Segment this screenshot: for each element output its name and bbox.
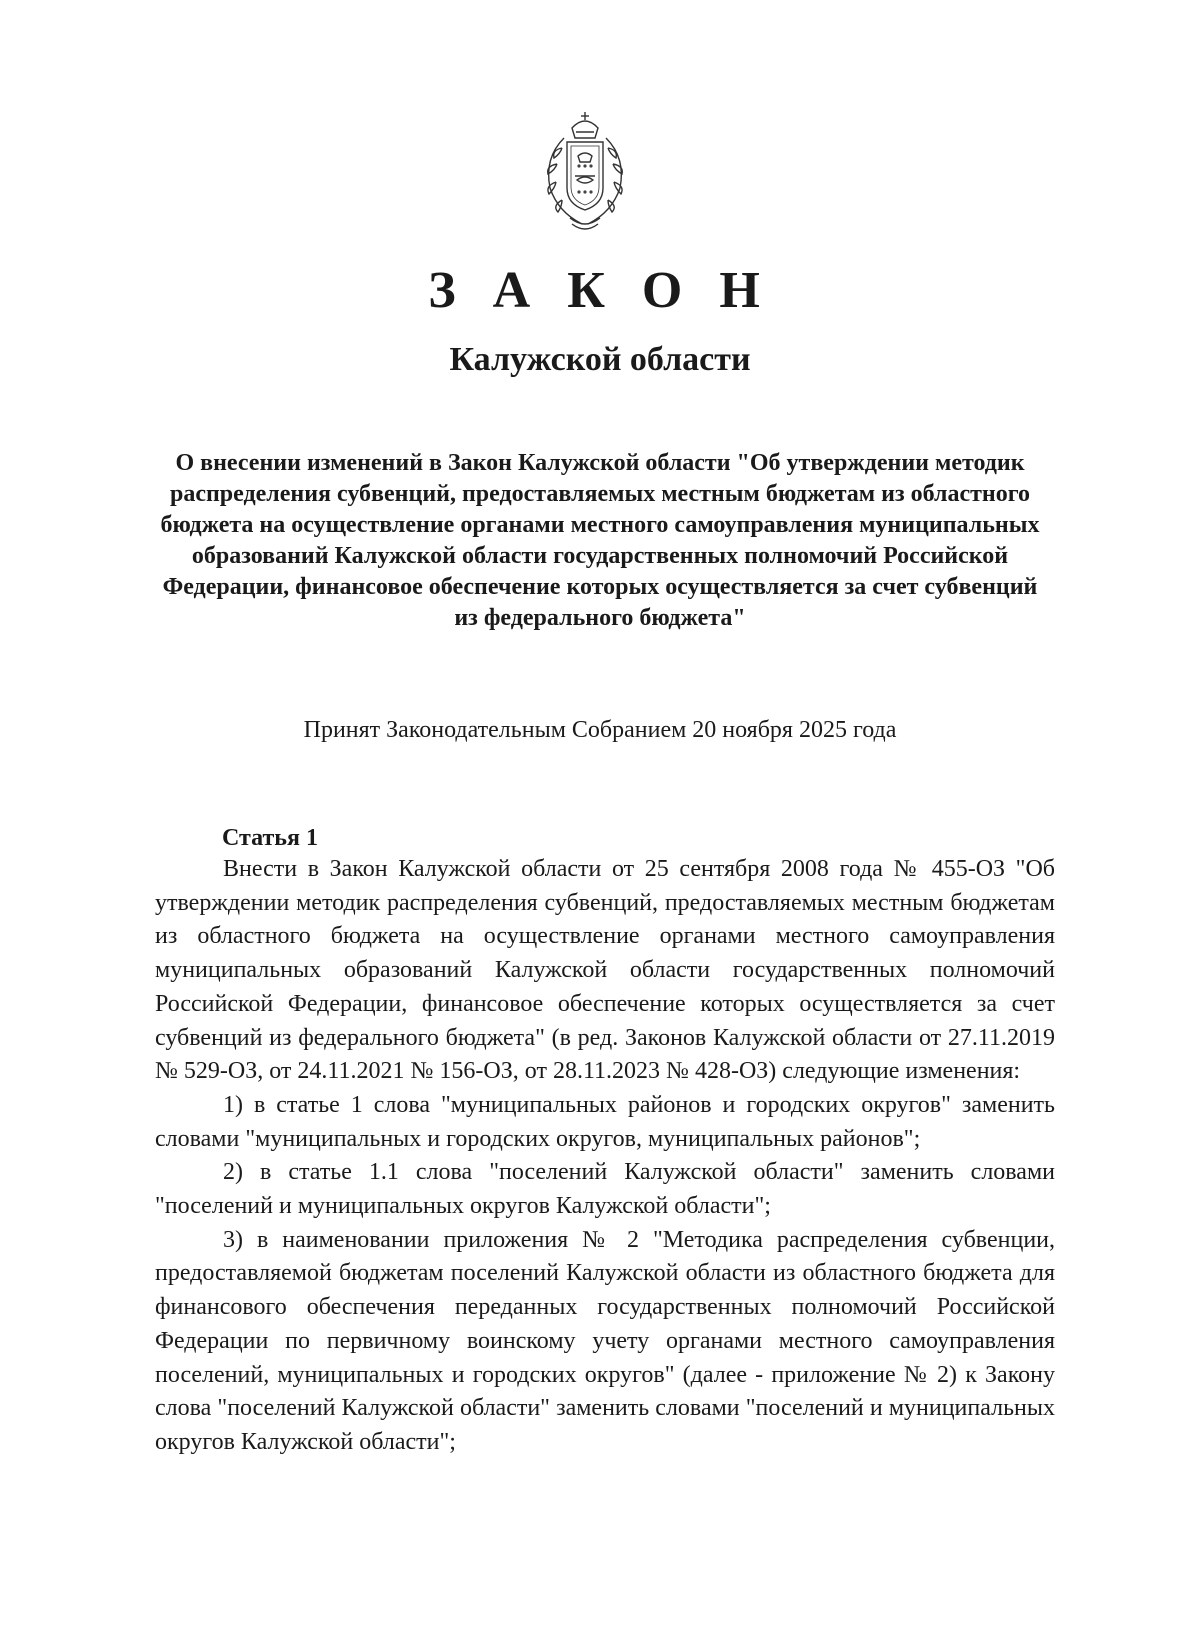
article-item-2: 2) в статье 1.1 слова "поселений Калужской области" заменить словами "поселений и муниципальных округов Калужской области";: [155, 1159, 1055, 1220]
article-paragraph: Внести в Закон Калужской области от 25 сентября 2008 года № 455-ОЗ "Об утверждении методик распределения субвенций, предоставляемых местным бюджетам из областного бюджета на осуществление органами местного самоуправления муниципальных образований Калужской области государственных полномочий Российской Федерации, финансовое обеспечение которых осуществляется за счет субвенций из федерального бюджета" (в ред. Законов Калужской области от 27.11.2019 № 529-ОЗ, от 24.11.2021 № 156-ОЗ, от 28.11.2023 № 428-ОЗ) следующие изменения:: [155, 856, 1055, 1085]
kaluga-coat-of-arms-icon: [532, 108, 638, 234]
article-item-3: 3) в наименовании приложения № 2 "Методика распределения субвенции, предоставляемой бюджетам поселений Калужской области из областного бюджета для финансового обеспечения переданных государственных полномочий Российской Федерации по первичному воинскому учету органами местного самоуправления поселений, муниципальных и городских округов" (далее - приложение № 2) к Закону слова "поселений Калужской области" заменить словами "поселений и муниципальных округов Калужской области";: [155, 1226, 1055, 1455]
law-subject: О внесении изменений в Закон Калужской области "Об утверждении методик распределения субвенций, предоставляемых местным бюджетам из областного бюджета на осуществление органами местного самоуправления муниципальных образований Калужской области государственных полномочий Российской Федерации, финансовое обеспечение которых осуществляется за счет субвенций из федерального бюджета": [160, 450, 1040, 631]
adoption-date: Принят Законодательным Собранием 20 ноября 2025 года: [303, 717, 897, 743]
region-title: Калужской области: [449, 341, 751, 378]
document-title: З А К О Н: [428, 262, 772, 319]
article-body: [155, 853, 1055, 1460]
article-heading: Статья 1: [222, 825, 318, 851]
article-item-1: 1) в статье 1 слова "муниципальных районов и городских округов" заменить словами "муниципальных и городских округов, муниципальных районов";: [155, 1091, 1055, 1152]
